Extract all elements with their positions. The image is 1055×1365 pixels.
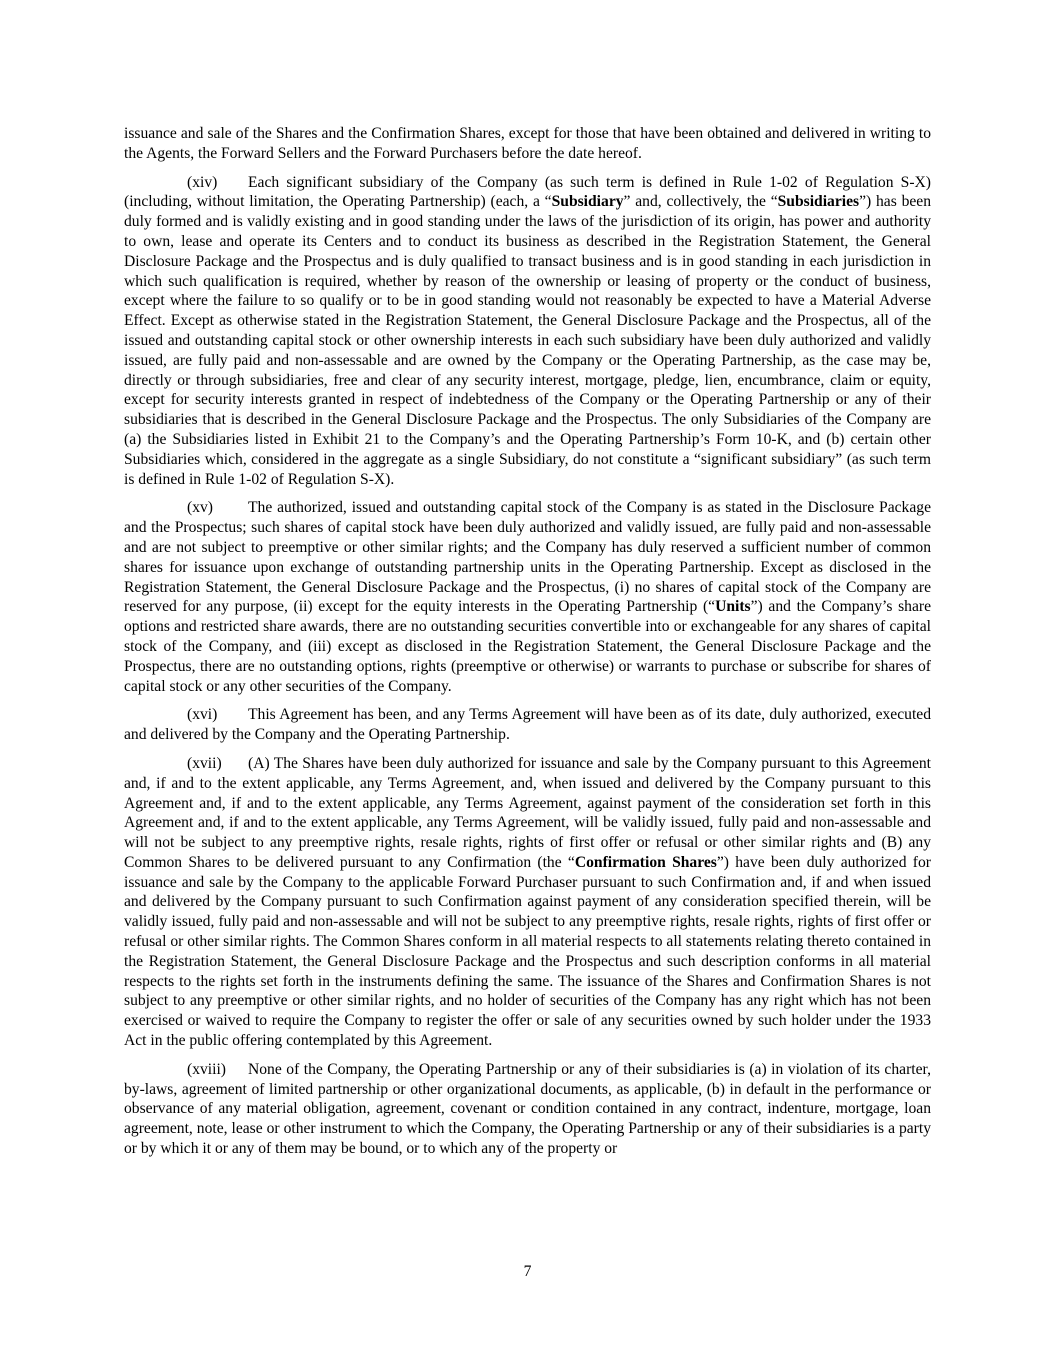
- page-number: 7: [523, 1263, 532, 1280]
- paragraph-xviii: [124, 1060, 931, 1159]
- paragraph-xvii-text-1: (A) The Shares have been duly authorized for issuance and sale by the Company pursuant to this Agreement and, if and to the extent applicable, any Terms Agreement, and, when issued and delivered by the Company pursuant to this Agreement and, if and to the extent applicable, any Terms Agreement, against payment of the consideration set forth in this Agreement and, if and to the extent applicable, any Terms Agreement, will be validly issued, fully paid and non-assessable and will not be subject to any preemptive rights, resale rights, rights of first offer or refusal or other similar rights and (B) any Common Shares to be delivered pursuant to any Confirmation (the “: [124, 754, 931, 871]
- clause-number-xvi: (xvi): [187, 706, 218, 724]
- paragraph-xiv: [124, 173, 931, 490]
- defined-term-units: Units: [715, 598, 751, 616]
- document-page: [124, 124, 931, 1168]
- paragraph-xvii: [124, 754, 931, 1051]
- paragraph-xvii-text-2: ”) have been duly authorized for issuance and sale by the Company to the applicable Forward Purchaser pursuant to such Confirmation and, if and when issued and delivered by the Company pursuant to such Confirmation against payment of any consideration specified therein, will be validly issued, fully paid and non-assessable and will not be subject to any preemptive rights, resale rights, rights of first offer or refusal or other similar rights. The Common Shares conform in all material respects to all statements relating thereto contained in the Registration Statement, the General Disclosure Package and the Prospectus and such description conforms in all material respects to the rights set forth in the instruments defining the same. The issuance of the Shares and Confirmation Shares is not subject to any preemptive or other similar rights, and no holder of securities of the Company has any right which has not been exercised or waived to require the Company to register the offer or sale of any securities owned by such holder under the 1933 Act in the public offering contemplated by this Agreement.: [124, 853, 931, 1050]
- clause-number-xvii: (xvii): [187, 754, 222, 772]
- defined-term-confirmation-shares: Confirmation Shares: [574, 853, 717, 871]
- clause-number-xiv: (xiv): [187, 173, 218, 191]
- paragraph-xvi-text: This Agreement has been, and any Terms Agreement will have been as of its date, duly authorized, executed and delivered by the Company and the Operating Partnership.: [124, 706, 931, 744]
- paragraph-xvi: [124, 705, 931, 745]
- paragraph-xviii-text: None of the Company, the Operating Partnership or any of their subsidiaries is (a) in violation of its charter, by-laws, agreement of limited partnership or other organizational documents, as applicable, (b) in default in the performance or observance of any material obligation, agreement, covenant or condition contained in any contract, indenture, mortgage, loan agreement, note, lease or other instrument to which the Company, the Operating Partnership or any of their subsidiaries is a party or by which it or any of them may be bound, or to which any of the property or: [124, 1060, 931, 1158]
- paragraph-intro: [124, 124, 931, 164]
- paragraph-intro-text: issuance and sale of the Shares and the Confirmation Shares, except for those that have been obtained and delivered in writing to the Agents, the Forward Sellers and the Forward Purchasers before the date hereof.: [124, 125, 931, 162]
- paragraph-xv: [124, 498, 931, 696]
- defined-term-subsidiaries: Subsidiaries: [777, 193, 860, 211]
- defined-term-subsidiary: Subsidiary: [551, 193, 624, 211]
- clause-number-xviii: (xviii): [187, 1060, 226, 1078]
- paragraph-xiv-text-3: ”) has been duly formed and is validly existing and in good standing under the laws of the jurisdiction of its origin, has power and authority to own, lease and operate its Centers and to conduct its business as described in the Registration Statement, the General Disclosure Package and the Prospectus and is duly qualified to transact business and is in good standing in each jurisdiction in which such qualification is required, whether by reason of the ownership or leasing of property or the conduct of business, except where the failure to so qualify or to be in good standing would not reasonably be expected to have a Material Adverse Effect. Except as otherwise stated in the Registration Statement, the General Disclosure Package and the Prospectus, all of the issued and outstanding capital stock or other ownership interests in each such subsidiary have been duly authorized and validly issued, are fully paid and non-assessable and are owned by the Company or the Operating Partnership, as the case may be, directly or through subsidiaries, free and clear of any security interest, mortgage, pledge, lien, encumbrance, claim or equity, except for security interests granted in respect of indebtedness of the Company or the Operating Partnership or any of their subsidiaries that is described in the General Disclosure Package and the Prospectus. The only Subsidiaries of the Company are (a) the Subsidiaries listed in Exhibit 21 to the Company’s and the Operating Partnership’s Form 10-K, and (b) certain other Subsidiaries which, considered in the aggregate as a single Subsidiary, do not constitute a “significant subsidiary” (as such term is defined in Rule 1-02 of Regulation S-X).: [124, 193, 932, 488]
- paragraph-xv-text-1: The authorized, issued and outstanding capital stock of the Company is as stated in the Disclosure Package and the Prospectus; such shares of capital stock have been duly authorized and validly issued, are fully paid and non-assessable and are not subject to preemptive or other similar rights; and the Company has duly reserved a sufficient number of common shares for issuance upon exchange of outstanding partnership units in the Operating Partnership. Except as disclosed in the Registration Statement, the General Disclosure Package and the Prospectus, (i) no shares of capital stock of the Company are reserved for any purpose, (ii) except for the equity interests in the Operating Partnership (“: [124, 499, 931, 616]
- paragraph-xiv-text-1: Each significant subsidiary of the Company (as such term is defined in Rule 1-02 of Regulation S-X) (including, without limitation, the Operating Partnership) (each, a “: [124, 173, 931, 211]
- paragraph-xv-text-2: ”) and the Company’s share options and restricted share awards, there are no outstanding securities convertible into or exchangeable for any shares of capital stock of the Company, and (iii) except as disclosed in the Registration Statement, the General Disclosure Package and the Prospectus, there are no outstanding options, rights (preemptive or otherwise) or warrants to purchase or subscribe for shares of capital stock or any other securities of the Company.: [124, 598, 932, 695]
- paragraph-xiv-text-2: ” and, collectively, the “: [623, 193, 778, 211]
- clause-number-xv: (xv): [187, 499, 213, 517]
